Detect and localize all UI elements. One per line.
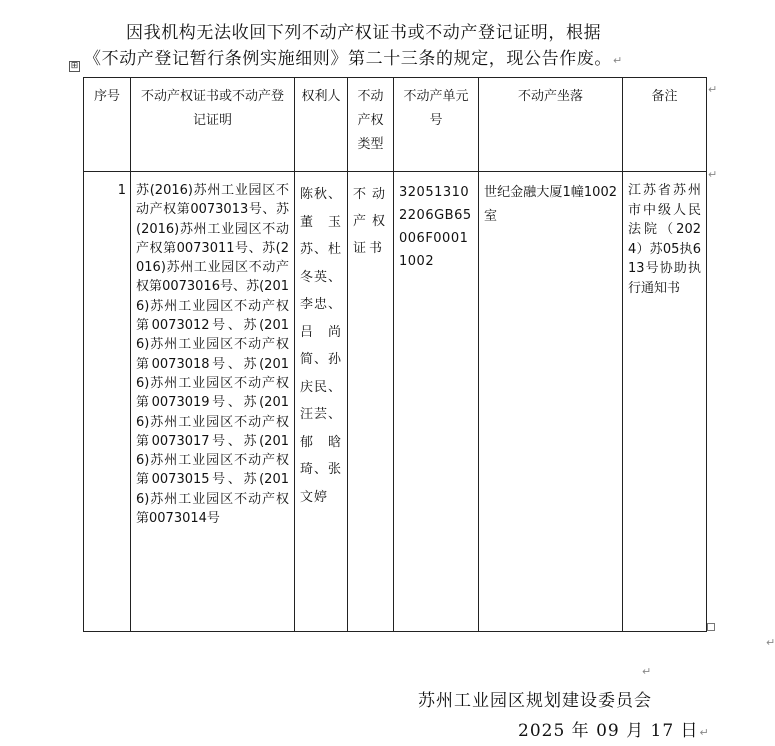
footer-org: 苏州工业园区规划建设委员会 — [418, 691, 652, 711]
cell-type: 不动产权证书 — [348, 172, 394, 632]
header-type: 不动产权类型 — [348, 78, 394, 172]
header-no: 序号 — [84, 78, 131, 172]
cell-owners: 陈秋、董玉苏、杜冬英、李忠、吕尚简、孙庆民、汪芸、郁晗琦、张文婷 — [295, 172, 348, 632]
header-location: 不动产坐落 — [479, 78, 623, 172]
cell-certificates: 苏(2016)苏州工业园区不动产权第0073013号、苏(2016)苏州工业园区不动产权第0073011号、苏(2016)苏州工业园区不动产权第0073016号、苏(2016)苏州工业园区不动产权第0073012号、苏(2016)苏州工业园区不动产权第0073018号、苏(2016)苏州工业园区不动产权第0073019号、苏(2016)苏州工业园区不动产权第0073017号、苏(2016)苏州工业园区不动产权第0073015号、苏(2016)苏州工业园区不动产权第0073014号 — [131, 172, 295, 632]
table-row — [84, 172, 707, 632]
cell-remark: 江苏省苏州市中级人民法院（2024）苏05执613号协助执行通知书 — [623, 172, 707, 632]
paragraph-mark-icon: ↵ — [613, 54, 623, 67]
paragraph-mark-icon: ↵ — [642, 665, 652, 678]
table-resize-handle-icon[interactable] — [707, 623, 715, 631]
certificate-table — [83, 77, 707, 632]
paragraph-mark-icon: ↵ — [708, 168, 718, 181]
footer-date: 2025 年 09 月 17 日↵ — [518, 721, 710, 741]
header-remark: 备注 — [623, 78, 707, 172]
table-header-row — [84, 78, 707, 172]
notice-text — [84, 20, 714, 74]
header-unit-no: 不动产单元号 — [394, 78, 479, 172]
header-owners: 权利人 — [295, 78, 348, 172]
notice-line-1: 因我机构无法收回下列不动产权证书或不动产登记证明，根据 — [126, 23, 602, 43]
header-certificates: 不动产权证书或不动产登记证明 — [131, 78, 295, 172]
cell-unit-no: 320513102206GB65006F00011002 — [394, 172, 479, 632]
table-move-handle-icon[interactable]: ⊞ — [70, 61, 79, 71]
cell-no: 1 — [84, 172, 131, 632]
paragraph-mark-icon: ↵ — [708, 83, 718, 96]
paragraph-mark-icon: ↵ — [699, 726, 710, 739]
cell-location: 世纪金融大厦1幢1002室 — [479, 172, 623, 632]
paragraph-mark-icon: ↵ — [766, 636, 775, 649]
notice-line-2: 《不动产登记暂行条例实施细则》第二十三条的规定，现公告作废。↵ — [84, 49, 623, 69]
